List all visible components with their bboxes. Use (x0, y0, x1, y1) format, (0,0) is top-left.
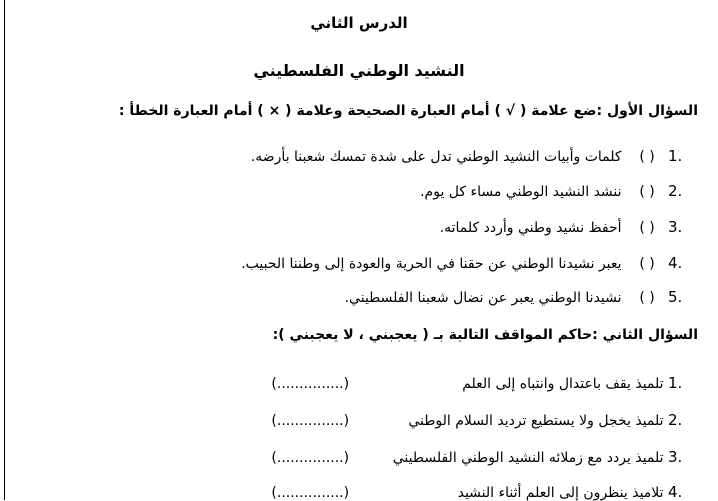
q2-answer-blank[interactable]: (...............) (271, 413, 350, 429)
q2-answer-blank[interactable]: (...............) (271, 450, 350, 466)
answer-box[interactable]: ( ) (639, 184, 655, 200)
q2-item-text: تلميذ يقف باعتدال وانتباه إلى العلم (462, 376, 664, 392)
answer-box[interactable]: ( ) (639, 149, 655, 165)
q2-item-number: .4 (668, 483, 683, 501)
q2-item-number: .1 (668, 374, 683, 392)
q1-item-3 (440, 220, 696, 235)
q1-item-text: أحفظ نشيد وطني وأردد كلماته. (439, 220, 622, 236)
q2-item-text: تلميذ يردد مع زملائه النشيد الوطني الفلسطيني (392, 450, 664, 466)
q2-heading: السؤال الثاني :حاكم المواقف التالية بـ ( يعجبني ، لا يعجبني ): (272, 327, 698, 343)
q1-item-number: .1 (668, 147, 683, 165)
q2-answer-blank[interactable]: (...............) (271, 485, 350, 501)
q1-item-number: .5 (668, 288, 683, 306)
q1-heading: السؤال الأول :ضع علامة ( √ ) أمام العبارة الصحيحة وعلامة ( × ) أمام العبارة الخطأ : (118, 103, 698, 119)
q1-item-text: ننشد النشيد الوطني مساء كل يوم. (420, 184, 622, 200)
q1-item-text: يعبر نشيدنا الوطني عن حقنا في الحرية والعودة إلى وطننا الحبيب. (241, 256, 622, 272)
q2-item-text: تلميذ يخجل ولا يستطيع ترديد السلام الوطني (408, 413, 664, 429)
q1-item-1 (251, 149, 696, 164)
q1-item-number: .3 (668, 218, 683, 236)
q2-item-number: .3 (668, 448, 683, 466)
q2-item-2 (271, 413, 696, 428)
q2-item-text: تلاميذ ينظرون إلى العلم أثناء النشيد (457, 485, 664, 501)
lesson-title: الدرس الثاني (310, 14, 408, 32)
answer-box[interactable]: ( ) (639, 256, 655, 272)
q1-item-number: .2 (668, 182, 683, 200)
q1-item-4 (241, 256, 696, 271)
q2-item-number: .2 (668, 411, 683, 429)
lesson-subtitle: النشيد الوطني الفلسطيني (253, 61, 465, 80)
q1-item-number: .4 (668, 254, 683, 272)
q2-item-4 (271, 485, 696, 500)
answer-box[interactable]: ( ) (639, 220, 655, 236)
answer-box[interactable]: ( ) (639, 290, 655, 306)
q1-item-5 (345, 290, 696, 305)
q1-item-2 (420, 184, 696, 199)
q2-item-3 (271, 450, 696, 465)
q2-answer-blank[interactable]: (...............) (271, 376, 350, 392)
q2-item-1 (271, 376, 696, 391)
q1-item-text: كلمات وأبيات النشيد الوطني تدل على شدة تمسك شعبنا بأرضه. (250, 149, 622, 165)
q1-item-text: نشيدنا الوطني يعبر عن نضال شعبنا الفلسطيني. (344, 290, 622, 306)
